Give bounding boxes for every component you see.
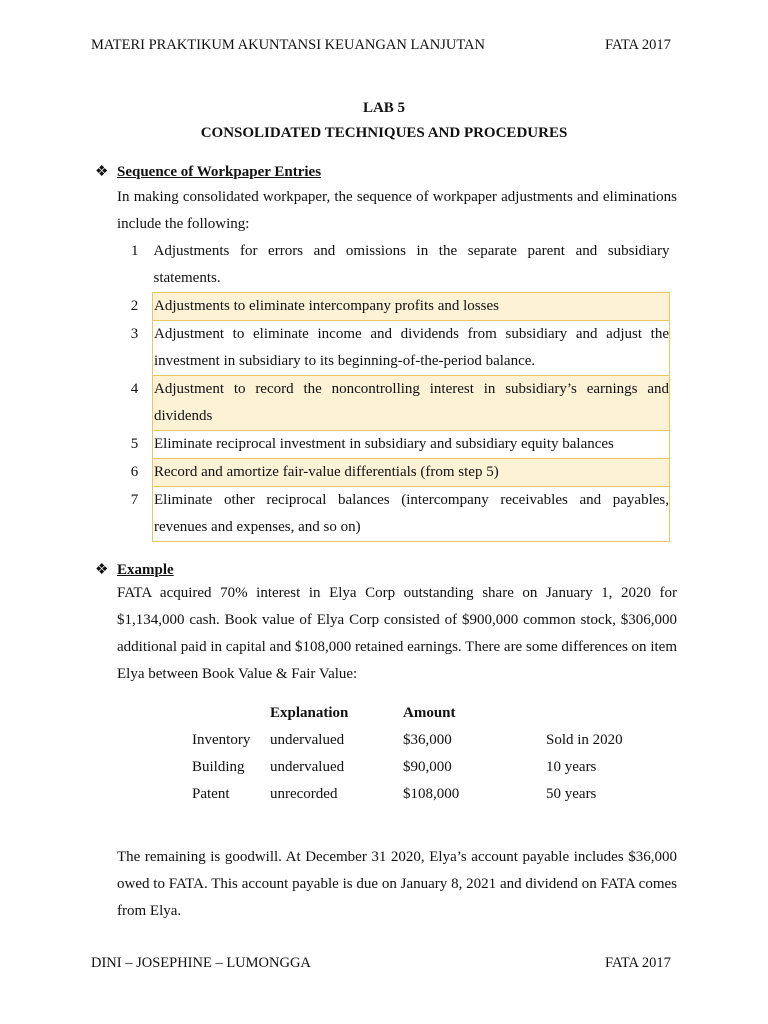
table-cell-amount: $36,000 — [403, 732, 452, 748]
step-text: Adjustments to eliminate intercompany profits and losses — [153, 293, 670, 321]
lab-subtitle: CONSOLIDATED TECHNIQUES AND PROCEDURES — [200, 125, 568, 141]
step-row — [117, 459, 670, 487]
diamond-bullet-icon: ❖ — [95, 164, 109, 180]
step-row — [117, 487, 670, 542]
step-number: 5 — [130, 435, 139, 452]
section-heading-text: Sequence of Workpaper Entries — [117, 164, 322, 180]
step-number: 1 — [131, 243, 139, 259]
step-text: Record and amortize fair-value differentials (from step 5) — [153, 459, 670, 487]
table-cell-amount: $108,000 — [403, 786, 460, 802]
table-cell-item: Patent — [192, 786, 230, 802]
column-header-explanation: Explanation — [270, 705, 349, 721]
table-cell-note: Sold in 2020 — [546, 732, 623, 748]
step-number: 2 — [130, 297, 139, 314]
lab-title: LAB 5 — [362, 100, 406, 116]
table-cell-amount: $90,000 — [403, 759, 452, 775]
step-text: Eliminate other reciprocal balances (intercompany receivables and payables, revenues and expenses, and so on) — [153, 487, 670, 542]
section-heading-sequence — [95, 162, 321, 181]
step-text: Eliminate reciprocal investment in subsidiary and subsidiary equity balances — [153, 431, 670, 459]
header-right: FATA 2017 — [605, 37, 671, 53]
section-heading-text: Example — [117, 562, 174, 578]
table-cell-explanation: undervalued — [270, 732, 345, 748]
step-number: 4 — [130, 380, 139, 397]
closing-paragraph: The remaining is goodwill. At December 31 2020, Elya’s account payable includes $36,000 owed to FATA. This account payable is due on January 8, 2021 and dividend on FATA comes from Elya. — [117, 849, 677, 919]
header-left: MATERI PRAKTIKUM AKUNTANSI KEUANGAN LANJUTAN — [91, 37, 485, 53]
step-number: 3 — [130, 325, 139, 342]
footer-right: FATA 2017 — [605, 955, 671, 971]
step-number: 7 — [130, 491, 139, 508]
table-cell-explanation: undervalued — [270, 759, 345, 775]
step-row — [117, 376, 670, 431]
example-paragraph: FATA acquired 70% interest in Elya Corp outstanding share on January 1, 2020 for $1,134,000 cash. Book value of Elya Corp consisted of $900,000 common stock, $306,000 additional paid in capital and $108,000 retained earnings. There are some differences on item Elya between Book Value & Fair Value: — [117, 585, 677, 682]
workpaper-steps-list — [117, 238, 670, 542]
section-heading-example — [95, 560, 174, 579]
footer-authors: DINI – JOSEPHINE – LUMONGGA — [91, 955, 311, 971]
table-cell-note: 50 years — [546, 786, 597, 802]
table-cell-item: Inventory — [192, 732, 251, 748]
column-header-amount: Amount — [403, 705, 456, 721]
step-row — [117, 431, 670, 459]
step-row — [117, 238, 670, 293]
intro-paragraph: In making consolidated workpaper, the sequence of workpaper adjustments and eliminations include the following: — [117, 189, 677, 232]
diamond-bullet-icon: ❖ — [95, 562, 109, 578]
step-row — [117, 293, 670, 321]
step-text: Adjustments for errors and omissions in the separate parent and subsidiary statements. — [153, 243, 670, 286]
step-text: Adjustment to eliminate income and dividends from subsidiary and adjust the investment in subsidiary to its beginning-of-the-period balance. — [153, 321, 670, 376]
table-cell-explanation: unrecorded — [270, 786, 338, 802]
step-text: Adjustment to record the noncontrolling interest in subsidiary’s earnings and dividends — [153, 376, 670, 431]
table-cell-note: 10 years — [546, 759, 597, 775]
step-number: 6 — [130, 463, 139, 480]
step-row — [117, 321, 670, 376]
table-cell-item: Building — [192, 759, 245, 775]
